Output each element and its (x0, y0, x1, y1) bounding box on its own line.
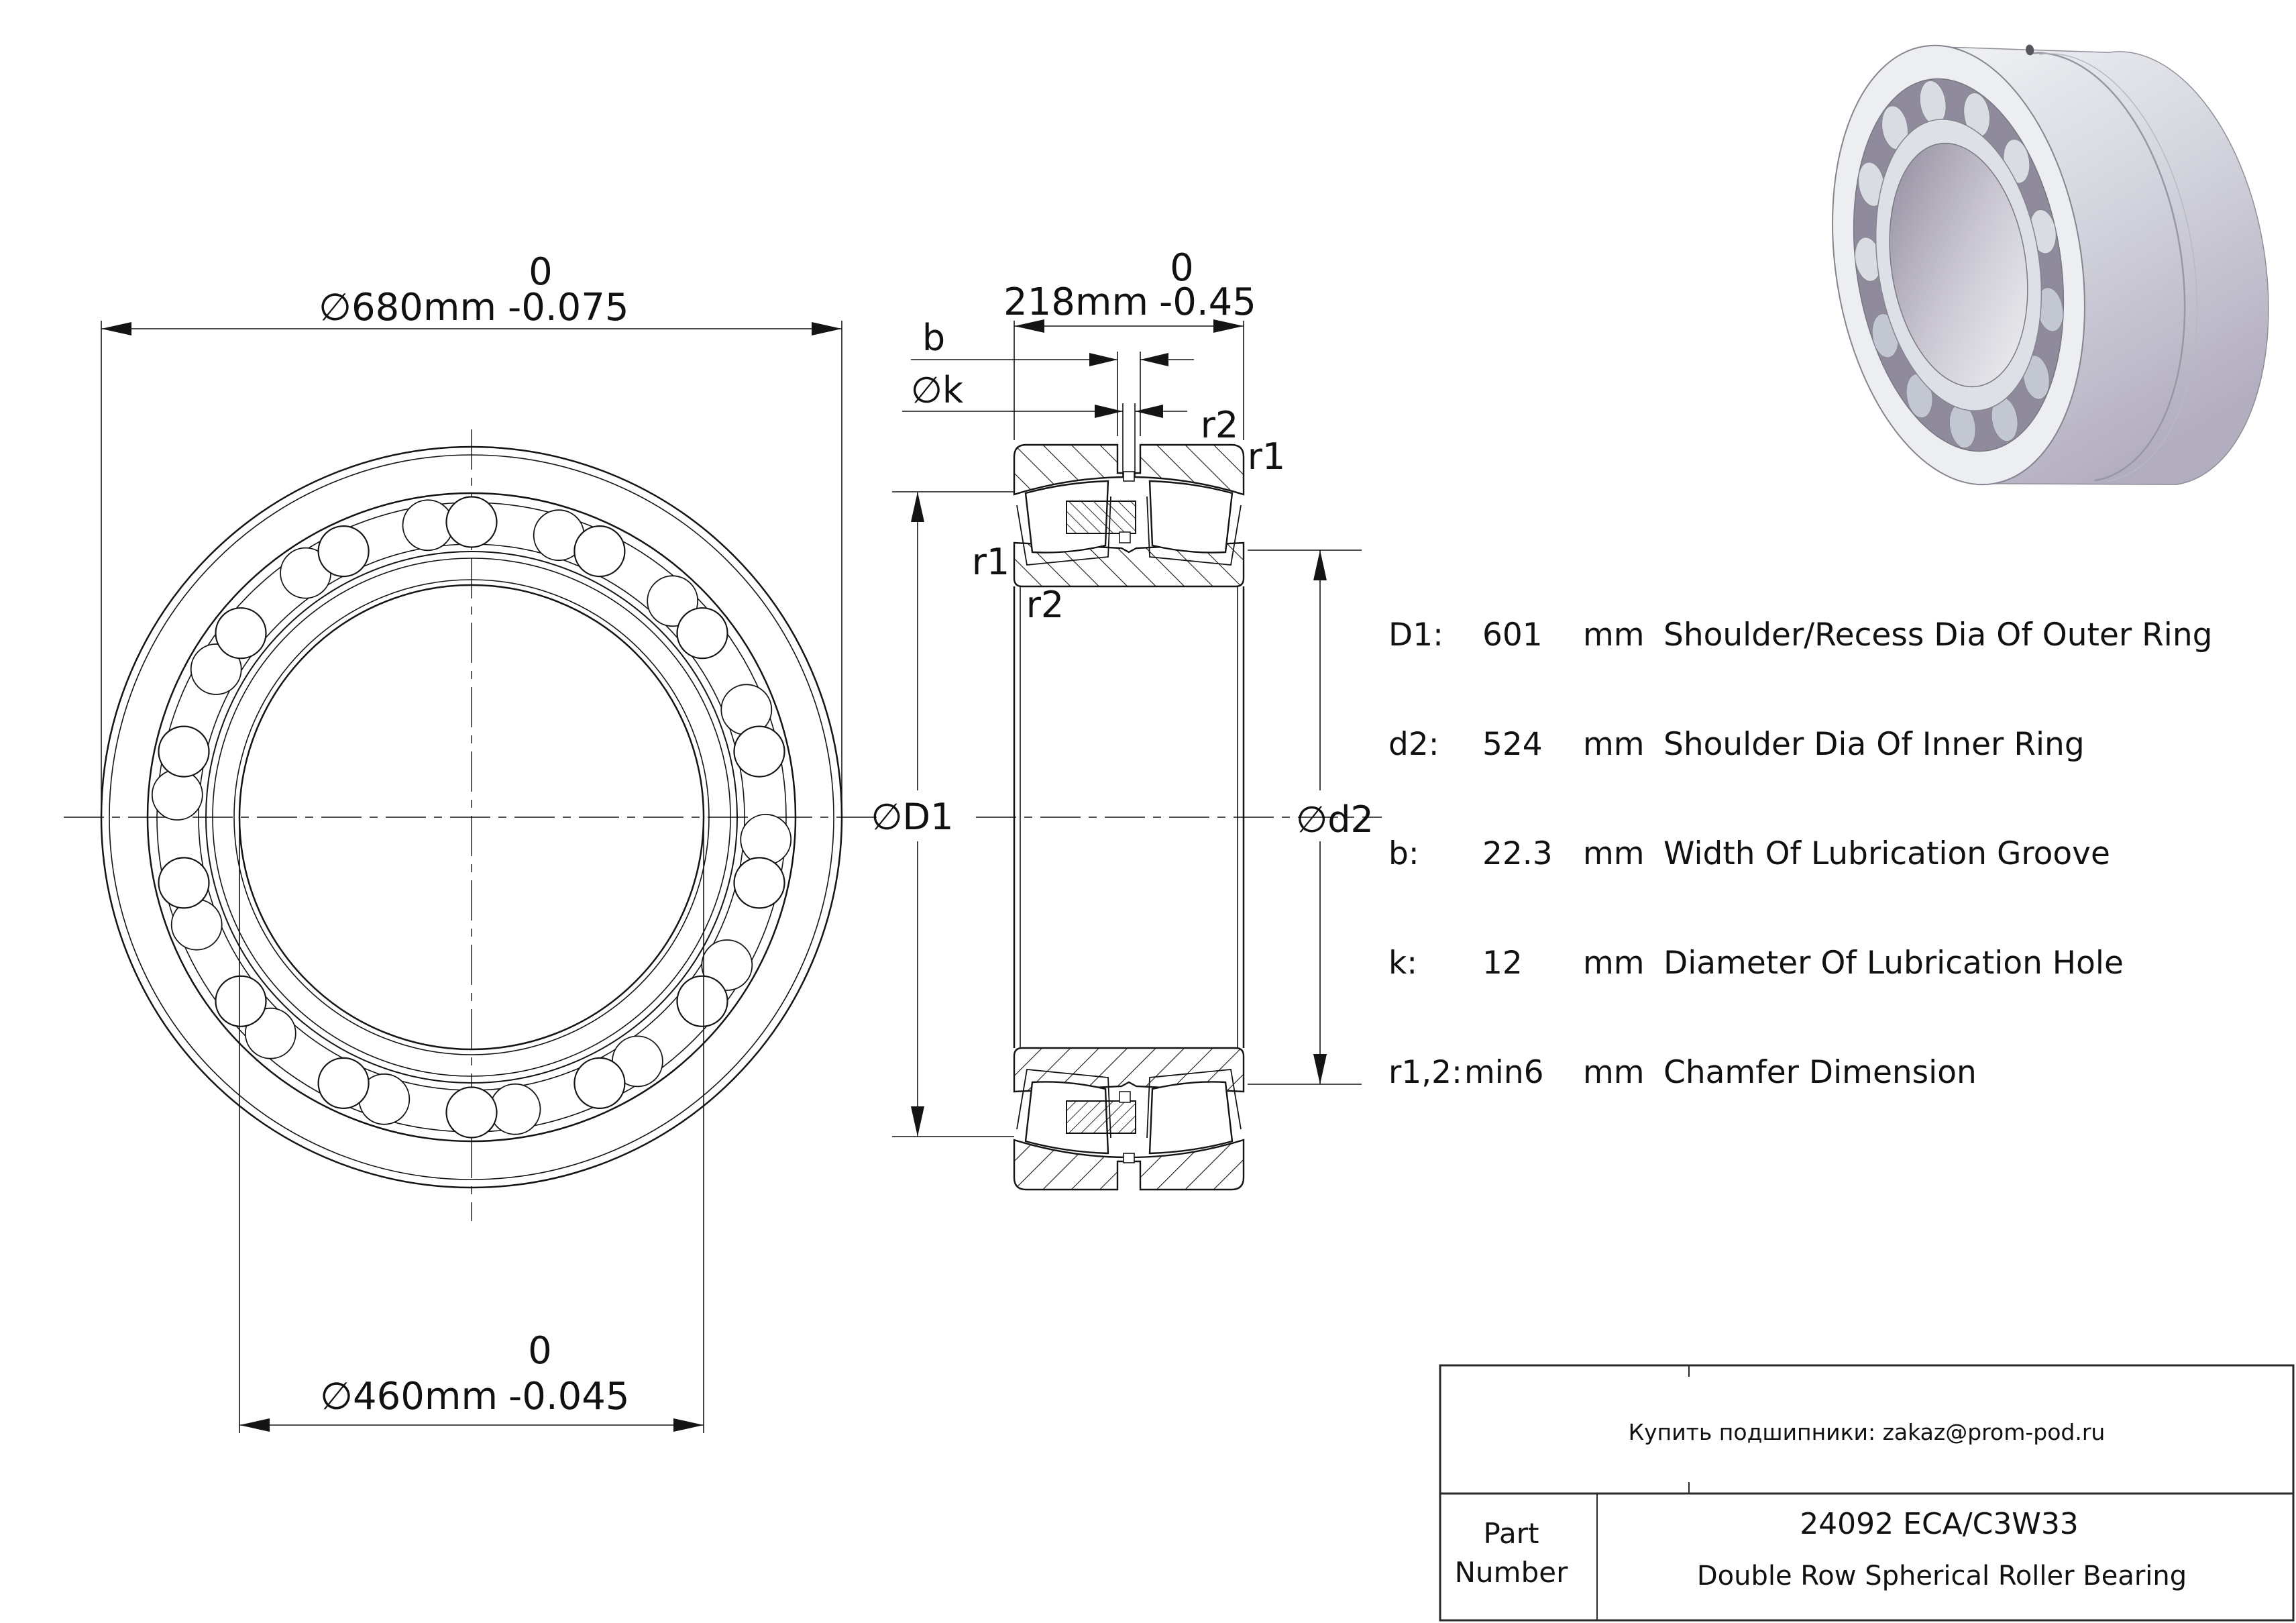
roller-second-row (741, 815, 791, 865)
row-desc: Width Of Lubrication Groove (1663, 835, 2110, 872)
section-upper-half (1014, 445, 1244, 586)
row-value: 22.3 (1482, 835, 1553, 872)
row-value: min6 (1464, 1054, 1544, 1091)
roller-front-row (677, 608, 728, 658)
roller-front-row (319, 526, 369, 576)
contact-text: Купить подшипники: zakaz@prom-pod.ru (1628, 1419, 2106, 1445)
table-row (1388, 726, 2085, 763)
groove-width-label: b (922, 317, 946, 359)
section-lower-half (1014, 1048, 1244, 1190)
roller-front-row (447, 1088, 497, 1138)
row-desc: Diameter Of Lubrication Hole (1663, 945, 2124, 982)
width-dimension-tol-upper: 0 (1170, 246, 1194, 290)
lubrication-hole (1124, 472, 1134, 481)
roller-second-row (403, 500, 453, 550)
table-row (1388, 617, 2212, 653)
row-unit: mm (1583, 1054, 1645, 1091)
roller-front-row (574, 1058, 624, 1108)
roller-front-row (677, 976, 728, 1027)
chamfer-r1-left-label: r1 (971, 541, 1010, 583)
bore-dimension-tol-upper: 0 (528, 1329, 552, 1373)
roller-front-row (216, 976, 266, 1027)
roller-second-row (490, 1084, 541, 1135)
roller-front-row (574, 526, 624, 576)
row-unit: mm (1583, 945, 1645, 982)
table-row (1388, 835, 2110, 872)
table-row (1388, 945, 2124, 982)
od-dimension-tol-lower: -0.075 (508, 286, 629, 329)
roller-front-row (734, 727, 785, 777)
front-view (64, 250, 885, 1433)
table-row (1388, 1054, 1977, 1091)
row-desc: Shoulder Dia Of Inner Ring (1663, 726, 2085, 763)
roller-right-section (1150, 481, 1232, 553)
row-desc: Chamfer Dimension (1663, 1054, 1977, 1091)
part-description: Double Row Spherical Roller Bearing (1696, 1561, 2187, 1591)
bore-dimension-value: ∅460mm (320, 1375, 498, 1418)
row-value: 601 (1482, 617, 1543, 653)
shoulder-outer-label: ∅D1 (871, 796, 954, 838)
part-label-line1: Part (1483, 1517, 1539, 1550)
row-label: k: (1388, 945, 1418, 982)
roller-front-row (216, 608, 266, 658)
chamfer-r2-left-label: r2 (1026, 584, 1064, 626)
title-block (1440, 1365, 2293, 1620)
roller-front-row (734, 857, 785, 908)
width-dimension-value: 218mm (1003, 280, 1148, 324)
row-unit: mm (1583, 835, 1645, 872)
roller-front-row (319, 1058, 369, 1108)
section-view (871, 246, 1382, 1190)
row-value: 524 (1482, 726, 1543, 763)
row-label: r1,2: (1388, 1054, 1462, 1091)
shoulder-inner-label: ∅d2 (1296, 798, 1374, 841)
roller-front-row (159, 727, 209, 777)
part-label-line2: Number (1454, 1556, 1568, 1589)
row-unit: mm (1583, 617, 1645, 653)
od-dimension-value: ∅680mm (319, 286, 496, 329)
dimension-shoulder-outer (871, 492, 1014, 1137)
guide-ring-section (1067, 501, 1136, 533)
roller-front-row (447, 497, 497, 547)
bore-dimension-tol-lower: -0.045 (508, 1375, 630, 1418)
bearing-3d-render (1803, 0, 2296, 532)
row-unit: mm (1583, 726, 1645, 763)
chamfer-r2-top-label: r2 (1200, 404, 1239, 446)
part-number: 24092 ECA/C3W33 (1800, 1507, 2079, 1541)
roller-front-row (159, 857, 209, 908)
spec-table (1388, 617, 2212, 1091)
row-label: d2: (1388, 726, 1439, 763)
roller-second-row (152, 770, 203, 820)
row-value: 12 (1482, 945, 1523, 982)
hole-diameter-label: ∅k (910, 369, 964, 411)
row-label: D1: (1388, 617, 1443, 653)
row-desc: Shoulder/Recess Dia Of Outer Ring (1663, 617, 2213, 653)
width-dimension-tol-lower: -0.45 (1159, 280, 1256, 324)
guide-ring-hole (1119, 532, 1130, 543)
row-label: b: (1388, 835, 1419, 872)
od-dimension-tol-upper: 0 (529, 250, 553, 294)
chamfer-r1-right-label: r1 (1247, 435, 1286, 478)
